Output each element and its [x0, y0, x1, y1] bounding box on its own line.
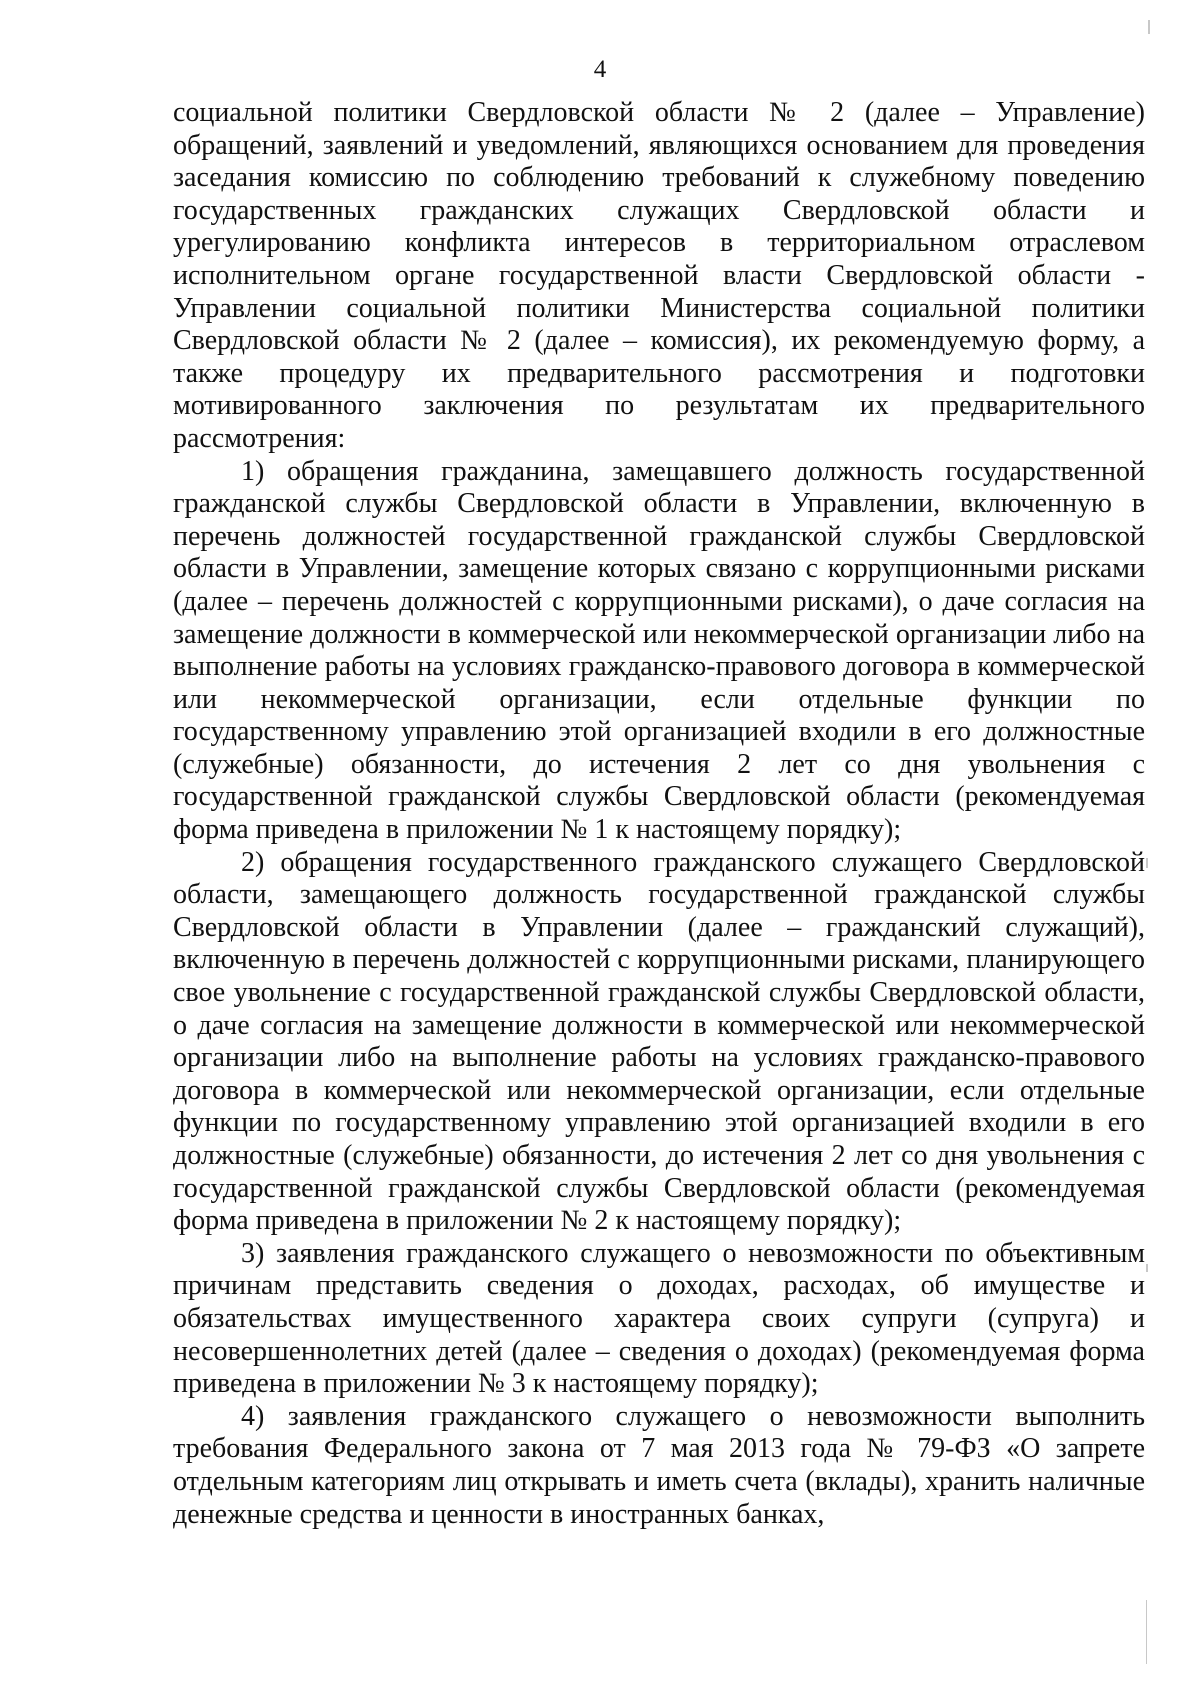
paragraph-item-4: 4) заявления гражданского служащего о невозможности выполнить требования Федерального закона от 7 мая 2013 года № 79-ФЗ «О запрете отдельным категориям лиц открывать и иметь счета (вклады), хранить наличные денежные средства и ценности в иностранных банках,	[173, 1400, 1145, 1530]
scan-edge-mark-bottom	[1146, 1600, 1147, 1664]
scan-edge-mark-lower	[1146, 1264, 1148, 1272]
scan-edge-mark-middle	[1146, 858, 1148, 868]
page-number: 4	[593, 56, 607, 83]
paragraph-item-1: 1) обращения гражданина, замещавшего должность государственной гражданской службы Свердловской области в Управлении, включенную в перечень должностей государственной гражданской службы Свердловской области в Управлении, замещение которых связано с коррупционными рисками (далее – перечень должностей с коррупционными рисками), о даче согласия на замещение должности в коммерческой или некоммерческой организации либо на выполнение работы на условиях гражданско-правового договора в коммерческой или некоммерческой организации, если отдельные функции по государственному управлению этой организацией входили в его должностные (служебные) обязанности, до истечения 2 лет со дня увольнения с государственной гражданской службы Свердловской области (рекомендуемая форма приведена в приложении № 1 к настоящему порядку);	[173, 455, 1145, 846]
paragraph-item-3: 3) заявления гражданского служащего о невозможности по объективным причинам представить сведения о доходах, расходах, об имуществе и обязательствах имущественного характера своих супруги (супруга) и несовершеннолетних детей (далее – сведения о доходах) (рекомендуемая форма приведена в приложении № 3 к настоящему порядку);	[173, 1237, 1145, 1400]
paragraph-item-2: 2) обращения государственного гражданского служащего Свердловской области, замещающего должность государственной гражданской службы Свердловской области в Управлении (далее – гражданский служащий), включенную в перечень должностей с коррупционными рисками, планирующего свое увольнение с государственной гражданской службы Свердловской области, о даче согласия на замещение должности в коммерческой или некоммерческой организации либо на выполнение работы на условиях гражданско-правового договора в коммерческой или некоммерческой организации, если отдельные функции по государственному управлению этой организацией входили в его должностные (служебные) обязанности, до истечения 2 лет со дня увольнения с государственной гражданской службы Свердловской области (рекомендуемая форма приведена в приложении № 2 к настоящему порядку);	[173, 846, 1145, 1237]
paragraph-intro: социальной политики Свердловской области № 2 (далее – Управление) обращений, заявлений и уведомлений, являющихся основанием для проведения заседания комиссию по соблюдению требований к служебному поведению государственных гражданских служащих Свердловской области и урегулированию конфликта интересов в территориальном отраслевом исполнительном органе государственной власти Свердловской области - Управлении социальной политики Министерства социальной политики Свердловской области № 2 (далее – комиссия), их рекомендуемую форму, а также процедуру их предварительного рассмотрения и подготовки мотивированного заключения по результатам их предварительного рассмотрения:	[173, 97, 1145, 454]
scan-edge-mark-top	[1148, 20, 1150, 34]
document-body	[173, 97, 1145, 1531]
